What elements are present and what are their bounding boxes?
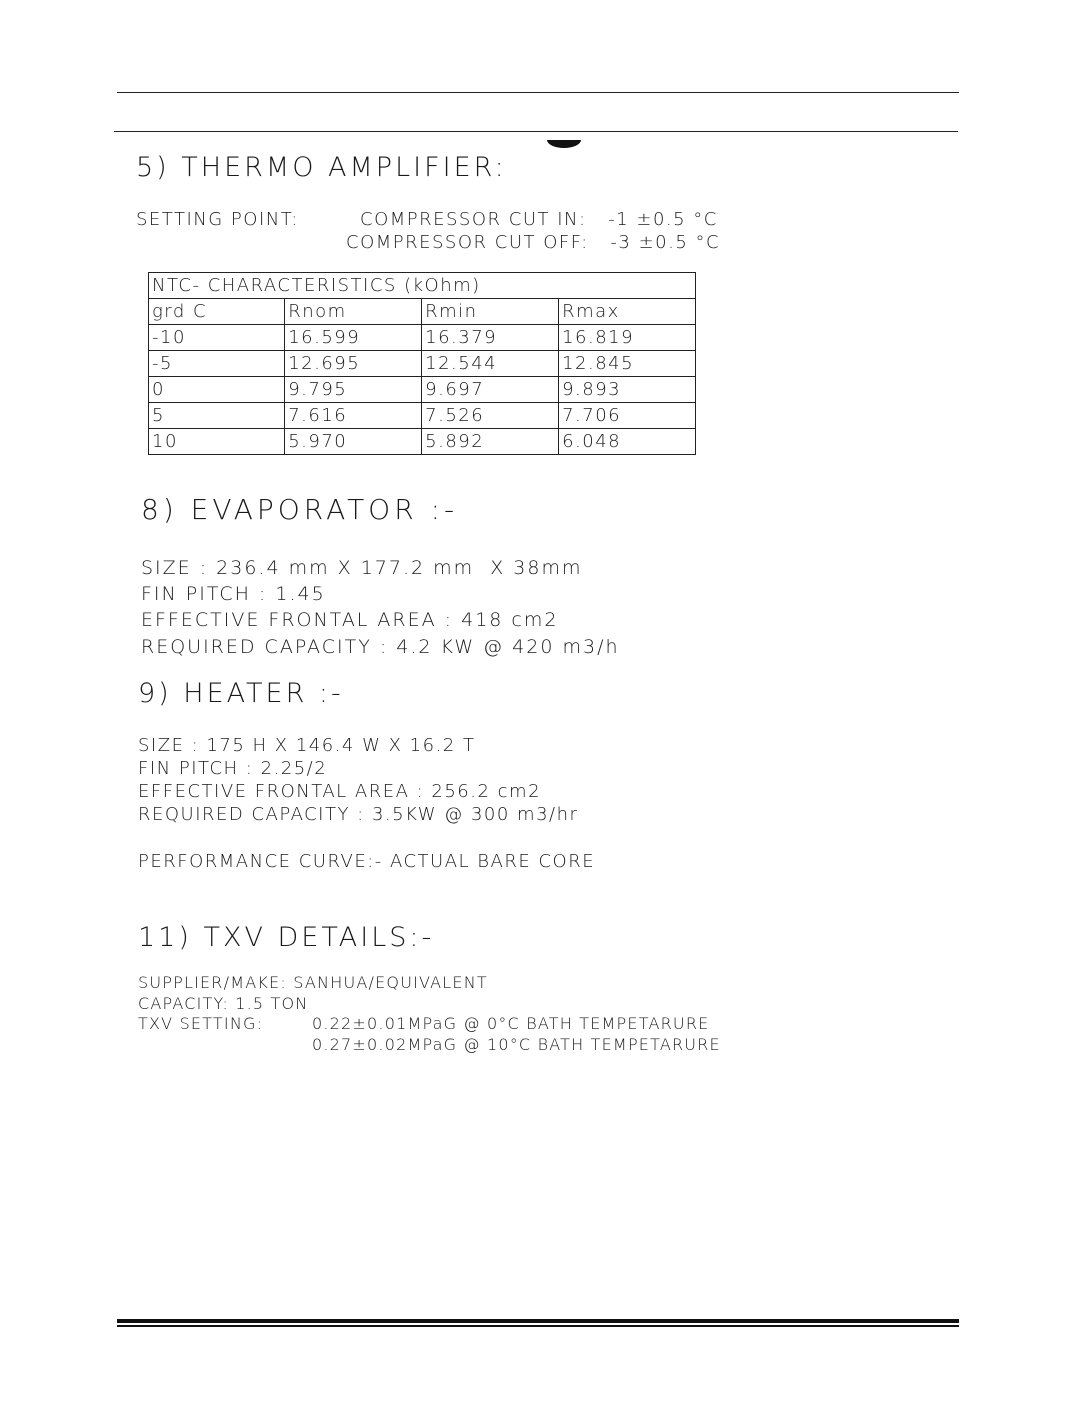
heater-frontal-area: EFFECTIVE FRONTAL AREA : 256.2 cm2: [138, 781, 542, 802]
table-row: [149, 325, 696, 351]
table-row: [149, 377, 696, 403]
table-cell: 12.695: [285, 351, 422, 377]
header-rule: [117, 92, 959, 93]
ntc-table: [148, 272, 696, 455]
table-cell: 0: [149, 377, 285, 403]
table-cell: 9.795: [285, 377, 422, 403]
table-cell: 16.599: [285, 325, 422, 351]
table-row: [149, 351, 696, 377]
heater-performance-curve: PERFORMANCE CURVE:- ACTUAL BARE CORE: [138, 851, 596, 872]
scan-mark: [547, 140, 581, 148]
table-cell: 5.892: [422, 429, 559, 455]
table-cell: -5: [149, 351, 285, 377]
evaporator-size: SIZE : 236.4 mm X 177.2 mm X 38mm: [141, 557, 583, 579]
table-row: [149, 429, 696, 455]
evaporator-capacity: REQUIRED CAPACITY : 4.2 KW @ 420 m3/h: [141, 636, 620, 658]
setting-point-label: SETTING POINT:: [136, 209, 299, 230]
table-cell: 7.526: [422, 403, 559, 429]
table-header-row: [149, 299, 696, 325]
table-cell: 7.706: [559, 403, 696, 429]
heater-fin-pitch: FIN PITCH : 2.25/2: [138, 758, 328, 779]
section-heading-heater: 9) HEATER :-: [138, 678, 344, 709]
table-cell: 9.893: [559, 377, 696, 403]
footer-rule: [117, 1319, 959, 1323]
table-cell: 12.544: [422, 351, 559, 377]
txv-supplier: SUPPLIER/MAKE: SANHUA/EQUIVALENT: [138, 973, 488, 992]
table-cell: 7.616: [285, 403, 422, 429]
table-cell: 5.970: [285, 429, 422, 455]
table-cell: 6.048: [559, 429, 696, 455]
header-rule-secondary: [114, 131, 958, 132]
heater-size: SIZE : 175 H X 146.4 W X 16.2 T: [138, 735, 476, 756]
table-cell: 9.697: [422, 377, 559, 403]
txv-capacity: CAPACITY: 1.5 TON: [138, 994, 309, 1013]
cut-off-value: COMPRESSOR CUT OFF: -3 ±0.5 °C: [346, 232, 721, 253]
txv-setting-1: 0.22±0.01MPaG @ 0°C BATH TEMPETARURE: [312, 1014, 710, 1033]
table-cell: 12.845: [559, 351, 696, 377]
txv-setting-2: 0.27±0.02MPaG @ 10°C BATH TEMPETARURE: [312, 1035, 721, 1054]
section-heading-txv: 11) TXV DETAILS:-: [138, 922, 435, 953]
cut-in-value: COMPRESSOR CUT IN: -1 ±0.5 °C: [360, 209, 718, 230]
txv-setting-label: TXV SETTING:: [138, 1014, 264, 1033]
column-header: Rmax: [559, 299, 696, 325]
heater-capacity: REQUIRED CAPACITY : 3.5KW @ 300 m3/hr: [138, 804, 579, 825]
table-cell: -10: [149, 325, 285, 351]
table-title-row: [149, 273, 696, 299]
table-cell: 5: [149, 403, 285, 429]
table-cell: 16.379: [422, 325, 559, 351]
section-heading-thermo: 5) THERMO AMPLIFIER:: [136, 152, 507, 183]
evaporator-fin-pitch: FIN PITCH : 1.45: [141, 583, 326, 605]
footer-rule-secondary: [117, 1325, 959, 1327]
column-header: Rmin: [422, 299, 559, 325]
table-cell: 16.819: [559, 325, 696, 351]
section-heading-evaporator: 8) EVAPORATOR :-: [141, 493, 459, 526]
table-row: [149, 403, 696, 429]
table-cell: 10: [149, 429, 285, 455]
column-header: Rnom: [285, 299, 422, 325]
column-header: grd C: [149, 299, 285, 325]
evaporator-frontal-area: EFFECTIVE FRONTAL AREA : 418 cm2: [141, 609, 559, 631]
table-title: NTC- CHARACTERISTICS (kOhm): [149, 273, 696, 299]
